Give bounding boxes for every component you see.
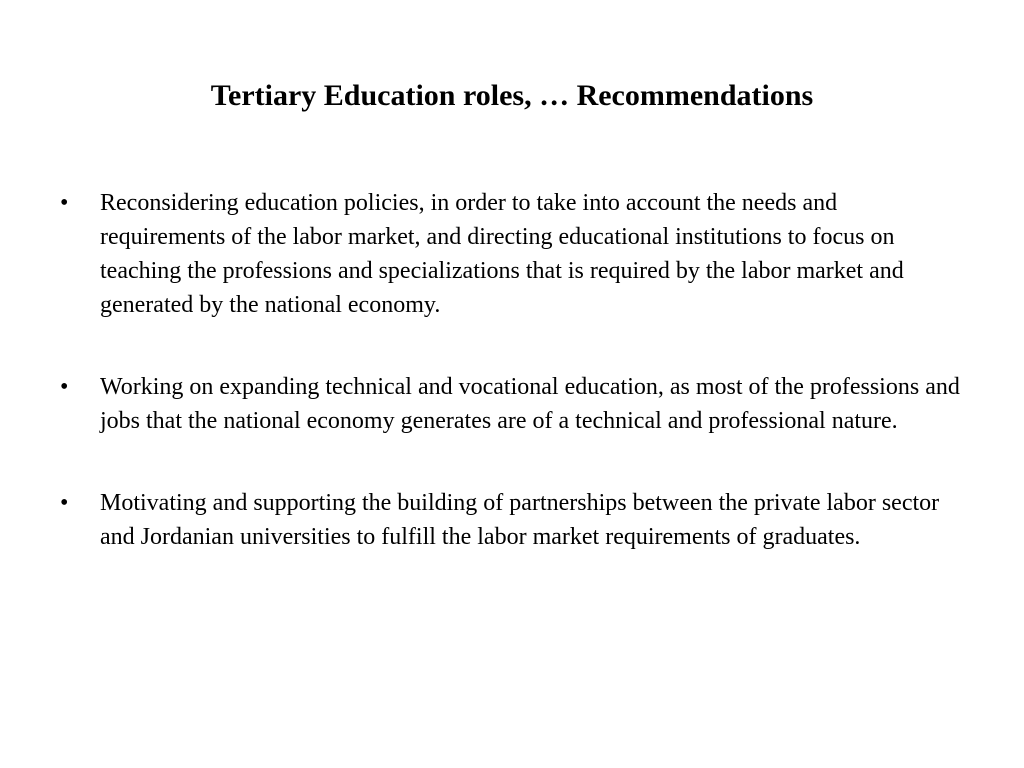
bullet-list [57, 186, 962, 554]
bullet-icon: • [60, 374, 69, 400]
bullet-item-policies [57, 186, 962, 322]
bullet-item-partnerships [57, 486, 962, 554]
bullet-icon: • [60, 490, 69, 516]
bullet-text: Reconsidering education policies, in order to take into account the needs and requirements of the labor market, and directing educational institutions to focus on teaching the professions and specializations that is required by the labor market and generated by the national economy. [100, 190, 904, 318]
slide-title: Tertiary Education roles, … Recommendations [210, 79, 814, 112]
bullet-icon: • [60, 190, 69, 216]
bullet-text: Working on expanding technical and vocational education, as most of the professions and jobs that the national economy generates are of a technical and professional nature. [100, 374, 960, 434]
bullet-text: Motivating and supporting the building of partnerships between the private labor sector and Jordanian universities to fulfill the labor market requirements of graduates. [100, 490, 940, 550]
bullet-item-vocational [57, 370, 962, 438]
